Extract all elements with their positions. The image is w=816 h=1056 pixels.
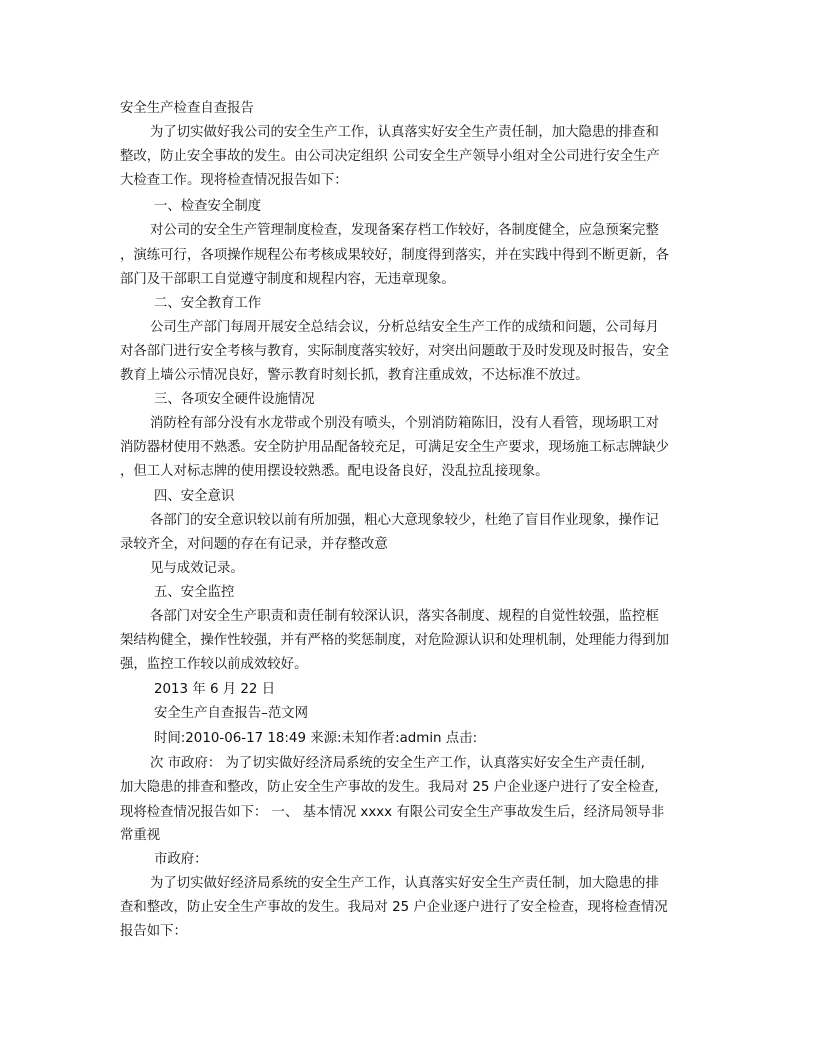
third-body-line: 为了切实做好经济局系统的安全生产工作，认真落实好安全生产责任制，加大隐患的排	[150, 876, 659, 891]
section-4-line: 各部门的安全意识较以前有所加强，粗心大意现象较少，杜绝了盲目作业现象，操作记	[150, 513, 659, 528]
section-2-line: 公司生产部门每周开展安全总结会议，分析总结安全生产工作的成绩和问题，公司每月	[150, 320, 659, 335]
section-2-line: 教育上墙公示情况良好，警示教育时刻长抓，教育注重成效，不达标准不放过。	[120, 368, 589, 383]
section-3-line: 消防栓有部分没有水龙带或个别没有喷头，个别消防箱陈旧，没有人看管，现场职工对	[150, 416, 659, 431]
section-5-line: 强，监控工作较以前成效较好。	[120, 657, 308, 672]
section-heading-2: 二、安全教育工作	[154, 296, 262, 311]
section-1-line: 对公司的安全生产管理制度检查，发现备案存档工作较好，各制度健全，应急预案完整	[150, 223, 659, 238]
third-body-line: 报告如下：	[120, 924, 187, 939]
section-1-line: 部门及干部职工自觉遵守制度和规程内容，无违章现象。	[120, 272, 455, 287]
section-heading-4: 四、安全意识	[154, 489, 235, 504]
report-date: 2013 年 6 月 22 日	[154, 682, 276, 697]
section-4-line: 录较齐全，对问题的存在有记录，并存整改意	[120, 537, 388, 552]
intro-line: 为了切实做好我公司的安全生产工作，认真落实好安全生产责任制，加大隐患的排查和	[150, 125, 659, 140]
intro-line: 大检查工作。现将检查情况报告如下：	[120, 173, 348, 188]
section-3-line: 消防器材使用不熟悉。安全防护用品配备较充足，可满足安全生产要求，现场施工标志牌缺少	[120, 440, 670, 455]
second-body-line: 次 市政府： 为了切实做好经济局系统的安全生产工作，认真落实好安全生产责任制,	[150, 756, 645, 771]
meta-line: 时间:2010-06-17 18:49 来源:未知作者:admin 点击:	[154, 731, 478, 746]
section-4-line: 见与成效记录。	[150, 561, 244, 576]
third-salutation: 市政府：	[154, 852, 208, 867]
section-5-line: 架结构健全，操作性较强，并有严格的奖惩制度，对危险源认识和处理机制，处理能力得到加	[120, 633, 670, 648]
third-body-line: 查和整改，防止安全生产事故的发生。我局对 25 户企业逐户进行了安全检查，现将检查情况	[120, 900, 668, 915]
section-heading-3: 三、各项安全硬件设施情况	[154, 392, 315, 407]
second-report-title: 安全生产自查报告–范文网	[154, 706, 308, 721]
section-2-line: 对各部门进行安全考核与教育，实际制度落实较好，对突出问题敢于及时发现及时报告，安全	[120, 344, 670, 359]
section-5-line: 各部门对安全生产职责和责任制有较深认识，落实各制度、规程的自觉性较强，监控框	[150, 609, 659, 624]
section-3-line: ，但工人对标志牌的使用摆设较熟悉。配电设备良好，没乱拉乱接现象。	[120, 464, 549, 479]
section-heading-1: 一、检查安全制度	[154, 199, 262, 214]
second-body-line: 加大隐患的排查和整改，防止安全生产事故的发生。我局对 25 户企业逐户进行了安全检查,	[120, 780, 659, 795]
section-1-line: ，演练可行，各项操作规程公布考核成果较好，制度得到落实，并在实践中得到不断更新，各	[120, 248, 670, 263]
intro-line: 整改，防止安全事故的发生。由公司决定组织 公司安全生产领导小组对全公司进行安全生产	[120, 149, 660, 164]
section-heading-5: 五、安全监控	[154, 585, 235, 600]
document-title: 安全生产检查自查报告	[120, 101, 254, 116]
second-body-line: 现将检查情况报告如下： 一、 基本情况 xxxx 有限公司安全生产事故发生后，经济局领导非	[120, 805, 665, 820]
second-body-line: 常重视	[120, 828, 161, 843]
